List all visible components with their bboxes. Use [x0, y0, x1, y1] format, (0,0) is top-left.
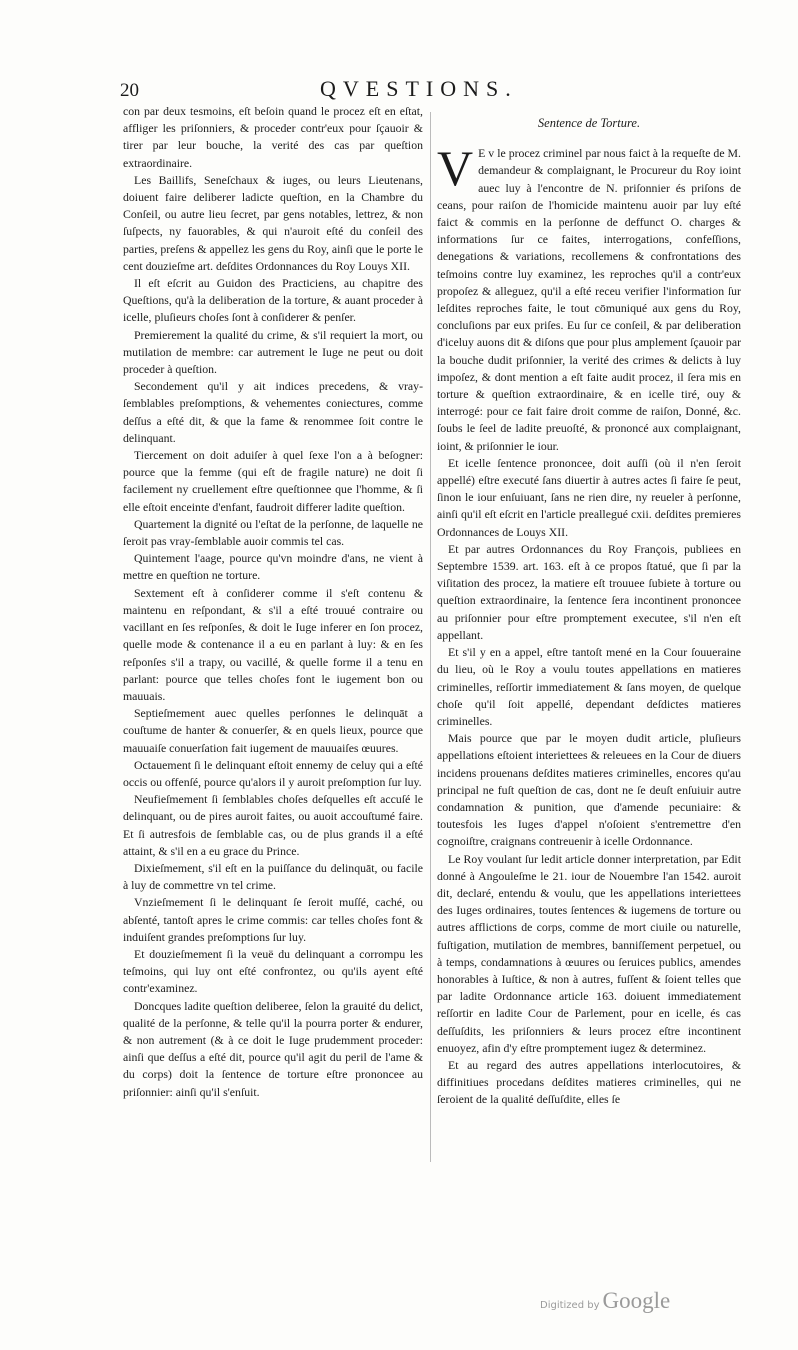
paragraph: Et douzieſmement ſi la veuë du delinquant a corrompu les teſmoins, qui luy ont eſté confrontez, ou qu'ils ayent eſté contr'examinez. [123, 946, 423, 996]
paragraph: Tiercement on doit aduiſer à quel ſexe l'on a à beſogner: pource que la femme (qui eſt de fragile nature) ne doit ſi facilement ny cruellement eſtre queſtionnee que l'homme, & ſi elle eſtoit enceinte d'enfant, faudroit differer ladite queſtion. [123, 448, 423, 514]
paragraph-with-dropcap [437, 140, 741, 455]
paragraph: Et s'il y en a appel, eſtre tantoſt mené en la Cour ſouueraine du lieu, où le Roy a voulu toutes appellations en matieres criminelles, reſſortir immediatement & ſans moyen, de quelque choſe qu'il ſoit appellé, dependant deſdictes matieres criminelles. [437, 645, 741, 728]
paragraph: Dixieſmement, s'il eſt en la puiſſance du delinquāt, ou facile à luy de commettre vn tel crime. [123, 860, 423, 893]
paragraph-text: E v le procez criminel par nous faict à la requeſte de M. demandeur & complaignant, le Procureur du Roy ioint auec luy à l'encontre de N. priſonnier és priſons de ceans, pour raiſon de l'homicide maintenu auoir par luy eſté faict & commis en la perſonne de deffunct O. charges & informations ſur ce faites, interrogations, confeſſions, denegations & variations, recollemens & confrontations des teſmoins contre luy examinez, les reproches qu'il a contr'eux propoſez & alleguez, qu'il a eſté receu verifier l'information ſur leſdites reproches faite, le tout cōmuniqué aux gens du Roy, concluſions par eux priſes. Eu ſur ce conſeil, & par deliberation d'iceluy auons dit & diſons que pour plus amplement ſçauoir par la bouche dudit priſonnier, la verité des crimes & delicts à luy impoſez, & dont mention a eſt faite audit procez, il ſera mis en torture & queſtion extraordinaire, & en icelle tiré, ouy & interrogé: pour ce fait faire droit comme de raiſon, Donné, &c. ſoubs le ſeel de ladite preuoſté, & prononcé aux complaignant, ioint, & priſonnier le iour. [437, 146, 741, 453]
paragraph: Secondement qu'il y ait indices precedens, & vray-ſemblables preſomptions, & vehementes coniectures, comme deſſus a eſté dit, & que la fame & renommee ſoit contre le delinquant. [123, 379, 423, 445]
running-title: QVESTIONS. [320, 76, 518, 101]
drop-cap: V [437, 140, 474, 197]
paragraph: Septieſmement auec quelles perſonnes le delinquāt a couſtume de hanter & conuerſer, & en quels lieux, pource que mauuaiſe conuerſation fait iugement de mauuaiſes œuures. [123, 706, 423, 755]
paragraph: Les Baillifs, Seneſchaux & iuges, ou leurs Lieutenans, doiuent faire deliberer ladicte queſtion, en la Chambre du Conſeil, ou autre lieu ſecret, par gens notables, lettrez, & non ſuſpects, ny fauorables, & qui n'auroit eſté du conſeil des parties, preſens & appellez les gens du Roy, ainſi que le porte le cent douzieſme art. deſdites Ordonnances du Roy Louys XII. [123, 172, 423, 273]
paragraph: Sextement eſt à conſiderer comme il s'eſt contenu & maintenu en reſpondant, & s'il a eſté trouué contraire ou vacillant en ſes reſponſes, & doit le Iuge inferer en ſon procez, quelle mode & contenance il a eu en parlant à luy: & en ſes reſponſes s'il a trapy, ou vacillé, & quelle forme il a tenu en parlant: pource que telles choſes font le iugement bon ou mauuais. [123, 585, 423, 703]
paragraph: Mais pource que par le moyen dudit article, pluſieurs appellations eſtoient interiettees & releuees en la Cour de diuers incidens prouenans deſdites matieres criminelles, encores qu'au principal ne fuſt queſtion de cas, dont ne ſe deuſt enſuiuir autre condamnation & punition, que d'amende pecuniaire: & toutesfois les Iuges d'appel n'oſoient s'entremettre d'en cognoiſtre, craignans contreuenir à icelle Ordonnance. [437, 731, 741, 849]
google-logo: Google [602, 1288, 671, 1313]
paragraph: Quintement l'aage, pource qu'vn moindre d'ans, ne vient à mettre en queſtion ne torture. [123, 551, 423, 583]
section-heading: Sentence de Torture. [537, 116, 641, 130]
paragraph: Neufieſmement ſi ſemblables choſes deſquelles eſt accuſé le delinquant, ou de pires auroit faites, ou auoit accouſtumé faire. Et ſi autresfois de ſemblable cas, ou de plus grands il a eſté attaint, & s'il en a eu grace du Prince. [123, 792, 423, 858]
paragraph: Quartement la dignité ou l'eſtat de la perſonne, de laquelle ne ſeroit pas vray-ſemblable auoir commis tel cas. [123, 516, 423, 549]
paragraph: Et par autres Ordonnances du Roy François, publiees en Septembre 1539. art. 163. eſt à ce propos ſtatué, que ſi par la viſitation des procez, la matiere eſt trouuee ſubiete à torture ou queſtion extraordinaire, la ſentence ſera incontinent prononcee au priſonnier pour eſtre promptement executee, s'il n'en eſt appellant. [437, 541, 741, 642]
paragraph: Vnzieſmement ſi le delinquant ſe ſeroit muſſé, caché, ou abſenté, tantoſt apres le crime commis: car telles choſes font & induiſent grandes preſomptions ſur luy. [123, 895, 423, 944]
watermark-prefix: Digitized by [540, 1300, 600, 1311]
paragraph: Et au regard des autres appellations interlocutoires, & diffinitiues procedans deſdites matieres criminelles, qui ne ſeroient de la qualité deſſuſdite, elles ſe [437, 1057, 741, 1107]
paragraph: Octauement ſi le delinquant eſtoit ennemy de celuy qui a eſté occis ou offenſé, pource qu'alors il y auroit preſomption ſur luy. [123, 757, 423, 789]
paragraph: Doncques ladite queſtion deliberee, ſelon la grauité du delict, qualité de la perſonne, & telle qu'il la pourra porter & endurer, & non autrement (& à ce doit le Iuge prudemment proceder: ainſi que deſſus a eſté dit, pource qu'il agit du peril de l'ame & du corps) doit la ſentence de torture eſtre prononcee au priſonnier: ainſi qu'il s'enſuit. [123, 998, 423, 1099]
paragraph: Premierement la qualité du crime, & s'il requiert la mort, ou mutilation de membre: car autrement le Iuge ne peut ou doit proceder à queſtion. [123, 327, 423, 377]
paragraph: con par deux tesmoins, eſt beſoin quand le procez eſt en eſtat, affliger les priſonniers, & proceder contr'eux pour ſçauoir & tirer par leur bouche, la verité des cas par queſtion extraordinaire. [123, 104, 423, 170]
left-column [123, 103, 423, 1101]
page-number: 20 [120, 80, 139, 101]
paragraph: Et icelle ſentence prononcee, doit auſſi (où il n'en ſeroit appellé) eſtre executé ſans diuertir à autres actes ſi faire ſe peut, ſinon le iour enſuiuant, ſans ne rien dire, ny reueler à perſonne, ainſi qu'il eſt eſcrit en l'article preallegué cxii. deſdites premieres Ordonnances de Louys XII. [437, 455, 741, 539]
right-column [437, 103, 741, 1109]
column-divider [430, 112, 431, 1162]
paragraph: Il eſt eſcrit au Guidon des Practiciens, au chapitre des Queſtions, qu'à la deliberation de la torture, & auant proceder à icelle, pluſieurs choſes ſont à conſiderer & penſer. [123, 276, 423, 325]
digitized-watermark [540, 1288, 670, 1314]
paragraph: Le Roy voulant ſur ledit article donner interpretation, par Edit donné à Angouleſme le 21. iour de Nouembre l'an 1542. auroit dit, declaré, entendu & voulu, que les appellations interiettees des Iuges ordinaires, toutes ſentences & iugemens de torture ou autres afflictions de corps, comme de mort ciuile ou naturelle, fuſtigation, mutilation de membres, banniſſement perpetuel, ou à temps, condamnations à œuures ou ſeruices publics, amendes honorables à Iuſtice, & non à autres, fuſſent & ſoient telles que par ladite Ordonnance article 163. doiuent immediatement reſſortir en ladite Cour de Parlement, pour en icelle, és cas deſſuſdits, les priſonniers & leurs procez eſtre incontinent enuoyez, afin d'y eſtre promptement iugez & determinez. [437, 851, 741, 1055]
